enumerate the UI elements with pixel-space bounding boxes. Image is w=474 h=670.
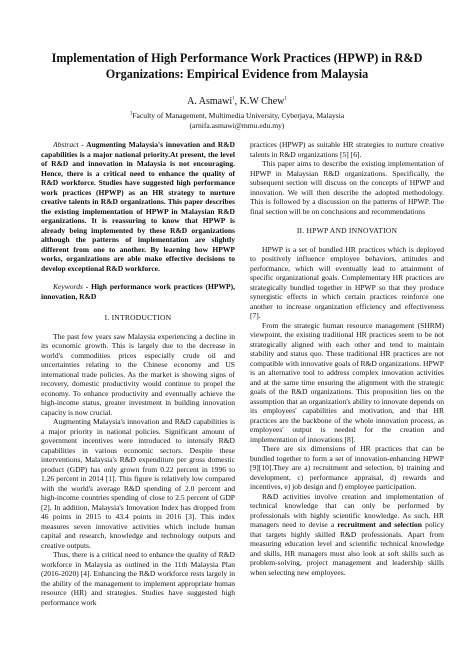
abstract [41,140,235,273]
abstract-text: - Augmenting Malaysia's innovation and R&D capabilities is a major national priority.At present, the level of R&D and innovation in Malaysia is not encouraging. Hence, there is a critical need to enhance the quality of R&D workforce. Studies have suggested high performance work practices (HPWP) as an HR strategy to nurture creative talents in R&D organizations. This paper describes the existing implementation of HPWP in Malaysian R&D organizations. It is reassuring to know that HPWP is already being implemented by these R&D organizations although the patterns of implementation are slightly different from one to another. By learning how HPWP works, organizations are able make effective decisions to develop exceptional R&D workforce. [41,140,235,273]
author-1-affil-mark: 1 [232,96,235,102]
hpwp-paragraph-2: From the strategic human resource management (SHRM) viewpoint, the existing traditional HR practices seem to be not strategically aligned with each other and tend to maintain stability and status quo. These traditional HR practices are not compatible with innovative goals of R&D organizations. HPWP is an alternative tool to address complex innovation activities and at the same time ensuring the alignment with the strategic goals of the R&D organizations. This proposition lies on the assumption that an organization's ability to innovate depends on its employees' capabilities and motivation, and that HR practices are the backbone of the whole innovation process, as employees' output is needed for the creation and implementation of innovations [8]. [250,320,444,444]
author-separator: , [234,96,240,107]
author-2-affil-mark: 1 [284,96,287,102]
intro-paragraph-4: This paper aims to describe the existing implementation of HPWP in Malaysian R&D organizations. Specifically, the subsequent section will discuss on the concepts of HPWP and innovation. We will then describe the adopted methodology. This is followed by a discussion on the patterns of HPWP. The final section will be on conclusions and recommendations [250,159,444,216]
section-heading-introduction: I. INTRODUCTION [104,313,172,322]
author-email: (arnifa.asmawi@mmu.edu.my) [189,121,285,130]
hpwp-paragraph-4-start: R&D activities involve creation and implementation of technical knowledge that can only be performed by professionals with highly scientific knowledge. As such, HR managers need to devise a [250,491,444,529]
hpwp-paragraph-4-end: policy that targets highly skilled R&D professionals. Apart from measuring education level and scientific technical knowledge and skills, HR managers must also look at soft skills such as problem-solving, project management and leadership skills when selecting new employees. [250,520,444,577]
recruitment-selection-term: recruitment and selection [337,520,422,529]
hpwp-paragraph-3: There are six dimensions of HR practices that can be bundled together to form a set of innovation-enhancing HPWP [9][10].They are a) recruitment and selection, b) training and development, c) performance appraisal, d) rewards and incentives, e) job design and f) employee participation. [250,444,444,491]
author-2: K.W Chew [239,96,285,107]
keywords-label: Keywords [53,282,83,291]
abstract-label: Abstract [53,140,79,149]
keywords [41,282,235,301]
intro-paragraph-3-continued: practices (HPWP) as suitable HR strategies to nurture creative talents in R&D organizations [5] [6]. [250,140,444,159]
author-line [40,96,434,108]
affiliation-mark: 1 [129,111,133,117]
hpwp-paragraph-1: HPWP is a set of bundled HR practices which is deployed to positively influence employee behaviors, attitudes and performance, which will eventually lead to attainment of specific organizational goals. Complementary HR practices are strategically bundled together in HPWP so that they produce synergistic effects in which certain practices reinforce one another to increase organization efficiency and effectiveness [7]. [250,244,444,320]
paper-title: Implementation of High Performance Work Practices (HPWP) in R&D Organizations: Empirical Evidence from Malaysia [51,51,423,81]
section-heading-hpwp: II. HPWP AND INNOVATION [296,226,398,235]
hpwp-paragraph-4 [250,492,444,578]
intro-paragraph-3: Thus, there is a critical need to enhance the quality of R&D workforce in Malaysia as outlined in the 11th Malaysia Plan (2016-2020) [4]. Enhancing the R&D workforce rests largely in the ability of the management to implement appropriate human resource (HR) and strategies. Studies have suggested high performance work [41,550,235,607]
author-1: A. Asmawi [187,96,233,107]
right-column [250,140,444,577]
intro-paragraph-2: Augmenting Malaysia's innovation and R&D capabilities is a major priority in national policies. Significant amount of government incentives were introduced to intensify R&D capabilities in various economic sectors. Despite these interventions, Malaysia's R&D expenditure per gross domestic product (GDP) has only grown from 0.22 percent in 1996 to 1.26 percent in 2014 [1]. This figure is relatively low compared with the world's average R&D spending of 2.0 percent and high-income countries spending of close to 2.5 percent of GDP [2]. In addition, Malaysia's Innovation Index has dropped from 46 points in 2015 to 43.4 points in 2016 [3]. This index measures seven innovative activities which include human capital and research, knowledge and technology outputs and creative outputs. [41,417,235,550]
left-column [41,140,235,607]
keywords-text: - High performance work practices (HPWP), innovation, R&D [41,282,235,301]
affiliation-text: Faculty of Management, Multimedia University, Cyberjaya, Malaysia [132,111,345,120]
intro-paragraph-1: The past few years saw Malaysia experiencing a decline in its economic growth. This is largely due to the decrease in world's commodities prices especially crude oil and uncertainties relating to the Chinese economy and US international trade policies. As the market is showing signs of recovery, domestic productivity would continue to propel the economy. To enhance productivity and eventually achieve the high-income status, greater investment in building innovation capacity is now crucial. [41,331,235,417]
affiliation [40,111,434,121]
